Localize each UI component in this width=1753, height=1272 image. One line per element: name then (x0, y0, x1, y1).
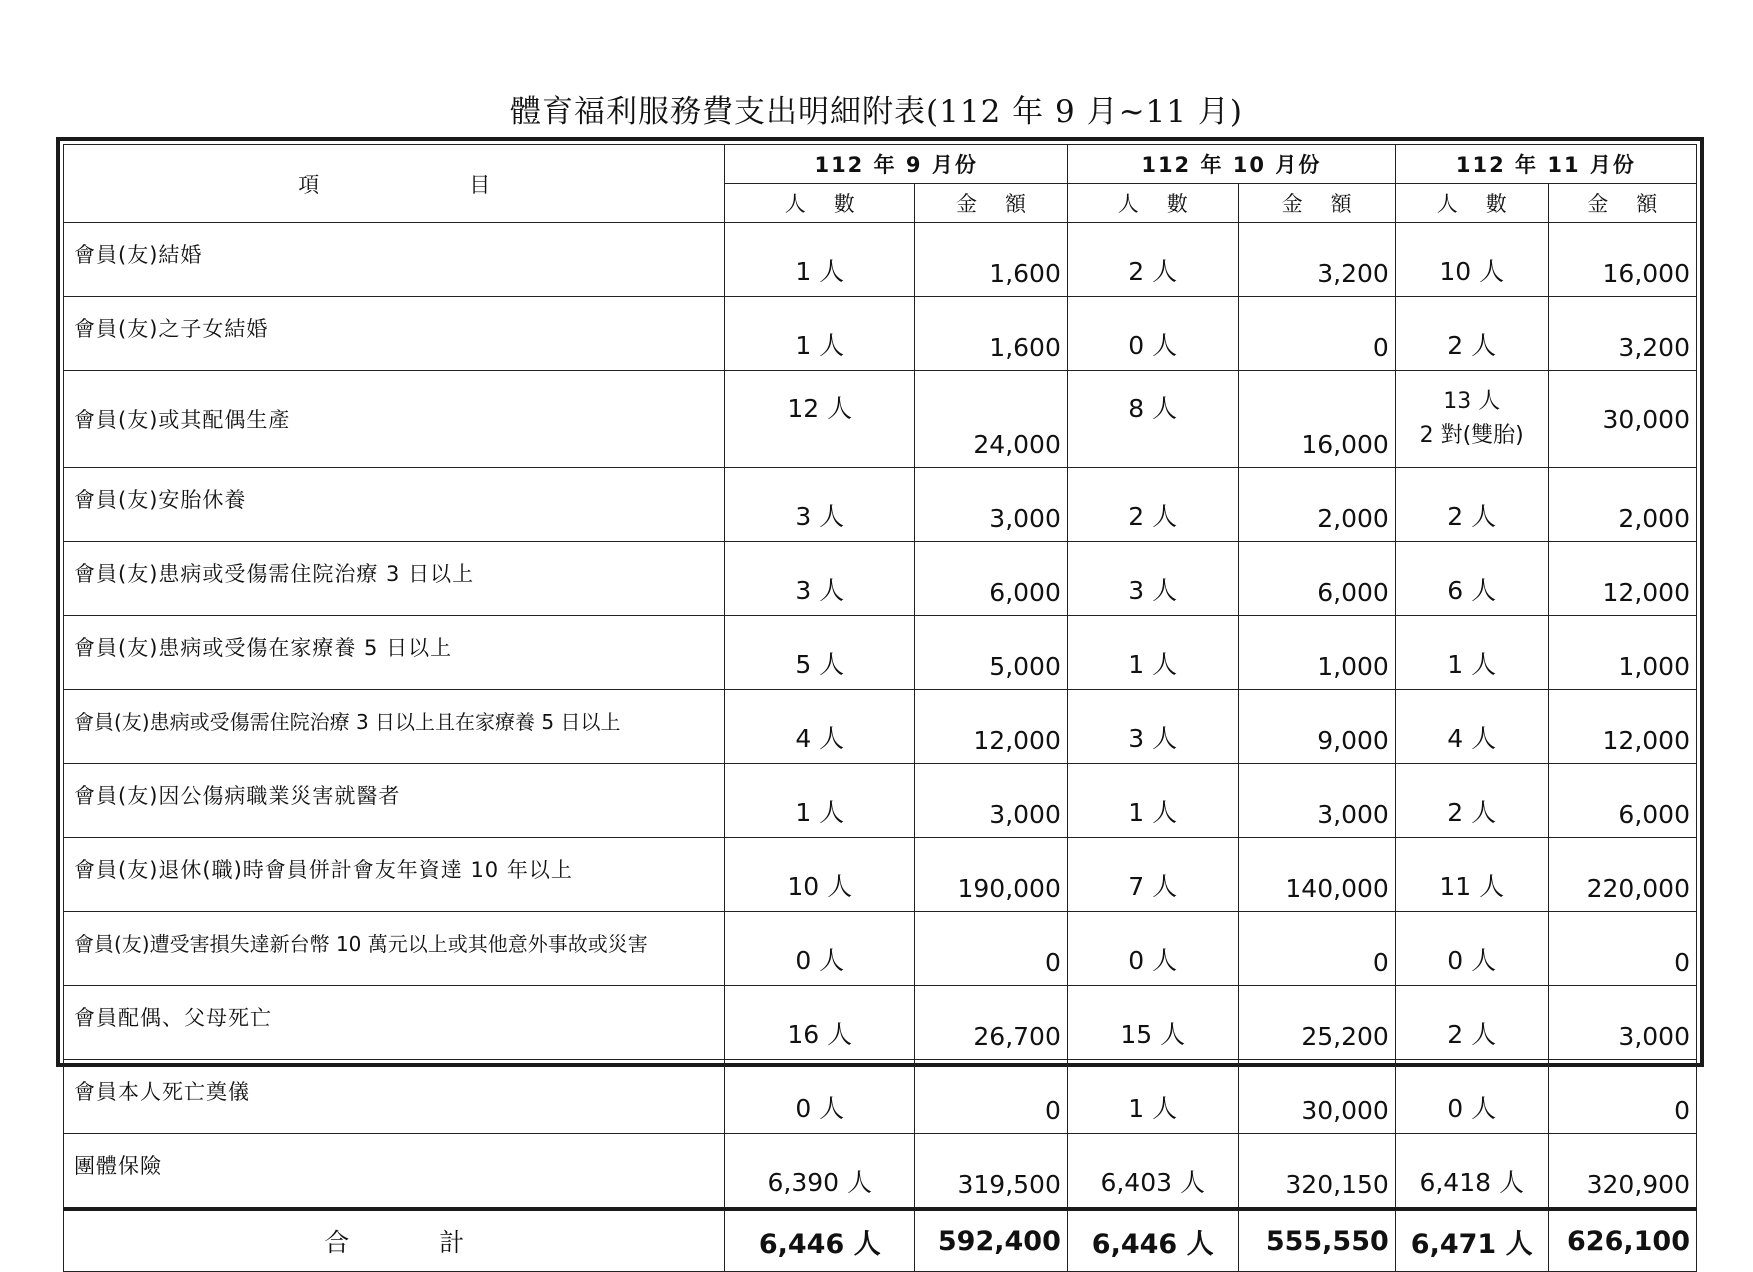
oct-amount-cell: 0 (1238, 297, 1395, 371)
oct-amount-cell: 0 (1238, 912, 1395, 986)
sep-amount-cell: 24,000 (915, 371, 1068, 468)
row-item-label: 會員(友)結婚 (64, 223, 725, 297)
oct-people-cell: 1 人 (1067, 764, 1238, 838)
table-row (64, 1060, 1697, 1134)
nov-amount-cell: 3,000 (1548, 986, 1696, 1060)
month-header-oct: 112 年 10 月份 (1067, 145, 1395, 184)
row-item-label: 會員(友)因公傷病職業災害就醫者 (64, 764, 725, 838)
oct-amount-cell: 16,000 (1238, 371, 1395, 468)
sep-total-amount: 592,400 (915, 1209, 1068, 1272)
sep-people-cell: 5 人 (725, 616, 915, 690)
nov-amount-cell: 30,000 (1548, 371, 1696, 468)
oct-people-cell: 0 人 (1067, 297, 1238, 371)
month-header-nov: 112 年 11 月份 (1395, 145, 1696, 184)
oct-amount-cell: 25,200 (1238, 986, 1395, 1060)
oct-amount-cell: 3,200 (1238, 223, 1395, 297)
oct-people-cell: 8 人 (1067, 371, 1238, 468)
nov-amount-cell: 3,200 (1548, 297, 1696, 371)
table-row (64, 1134, 1697, 1210)
sep-people-cell: 3 人 (725, 542, 915, 616)
nov-people-note: 2 對(雙胎) (1419, 423, 1524, 448)
row-item-label: 會員(友)患病或受傷在家療養 5 日以上 (64, 616, 725, 690)
total-label: 合計 (64, 1209, 725, 1272)
sep-amount-cell: 190,000 (915, 838, 1068, 912)
nov-amount-cell: 2,000 (1548, 468, 1696, 542)
sep-people-cell: 10 人 (725, 838, 915, 912)
row-item-label: 會員(友)退休(職)時會員併計會友年資達 10 年以上 (64, 838, 725, 912)
nov-people-cell: 10 人 (1395, 223, 1548, 297)
nov-people-cell: 2 人 (1395, 986, 1548, 1060)
oct-amount-cell: 9,000 (1238, 690, 1395, 764)
sep-amount-cell: 6,000 (915, 542, 1068, 616)
people-header: 人數 (725, 184, 915, 223)
sep-people-cell: 1 人 (725, 223, 915, 297)
row-item-label: 會員(友)患病或受傷需住院治療 3 日以上 (64, 542, 725, 616)
sep-amount-cell: 3,000 (915, 764, 1068, 838)
nov-total-amount: 626,100 (1548, 1209, 1696, 1272)
table-row (64, 616, 1697, 690)
nov-people-cell: 6 人 (1395, 542, 1548, 616)
oct-people-cell: 6,403 人 (1067, 1134, 1238, 1210)
sep-people-cell: 4 人 (725, 690, 915, 764)
oct-people-cell: 3 人 (1067, 542, 1238, 616)
sep-amount-cell: 12,000 (915, 690, 1068, 764)
sep-people-cell: 1 人 (725, 297, 915, 371)
table-row (64, 912, 1697, 986)
nov-people-cell: 2 人 (1395, 764, 1548, 838)
nov-people-cell: 1 人 (1395, 616, 1548, 690)
page-title: 體育福利服務費支出明細附表(112 年 9 月~11 月) (510, 94, 1243, 130)
item-column-header: 項目 (64, 145, 725, 223)
sep-amount-cell: 5,000 (915, 616, 1068, 690)
row-item-label: 會員本人死亡奠儀 (64, 1060, 725, 1134)
nov-people-cell (1395, 371, 1548, 468)
row-item-label: 會員(友)遭受害損失達新台幣 10 萬元以上或其他意外事故或災害 (64, 912, 725, 986)
nov-amount-cell: 16,000 (1548, 223, 1696, 297)
row-item-label: 會員(友)之子女結婚 (64, 297, 725, 371)
people-header: 人數 (1395, 184, 1548, 223)
sep-people-cell: 0 人 (725, 912, 915, 986)
table-row (64, 764, 1697, 838)
oct-amount-cell: 3,000 (1238, 764, 1395, 838)
table-row (64, 468, 1697, 542)
nov-amount-cell: 0 (1548, 1060, 1696, 1134)
sep-amount-cell: 26,700 (915, 986, 1068, 1060)
nov-people-cell: 4 人 (1395, 690, 1548, 764)
table-row (64, 542, 1697, 616)
oct-people-cell: 1 人 (1067, 616, 1238, 690)
nov-amount-cell: 6,000 (1548, 764, 1696, 838)
sep-people-cell: 1 人 (725, 764, 915, 838)
oct-amount-cell: 1,000 (1238, 616, 1395, 690)
oct-amount-cell: 30,000 (1238, 1060, 1395, 1134)
oct-people-cell: 2 人 (1067, 468, 1238, 542)
oct-amount-cell: 6,000 (1238, 542, 1395, 616)
row-item-label: 團體保險 (64, 1134, 725, 1210)
row-item-label: 會員(友)或其配偶生產 (64, 371, 725, 468)
nov-total-people: 6,471 人 (1395, 1209, 1548, 1272)
nov-amount-cell: 320,900 (1548, 1134, 1696, 1210)
row-item-label: 會員(友)安胎休養 (64, 468, 725, 542)
sep-total-people: 6,446 人 (725, 1209, 915, 1272)
nov-amount-cell: 12,000 (1548, 542, 1696, 616)
sep-amount-cell: 1,600 (915, 223, 1068, 297)
nov-amount-cell: 12,000 (1548, 690, 1696, 764)
oct-total-people: 6,446 人 (1067, 1209, 1238, 1272)
table-row (64, 986, 1697, 1060)
row-item-label: 會員(友)患病或受傷需住院治療 3 日以上且在家療養 5 日以上 (64, 690, 725, 764)
amount-header: 金額 (1238, 184, 1395, 223)
oct-people-cell: 2 人 (1067, 223, 1238, 297)
oct-people-cell: 3 人 (1067, 690, 1238, 764)
oct-people-cell: 15 人 (1067, 986, 1238, 1060)
row-item-label: 會員配偶、父母死亡 (64, 986, 725, 1060)
oct-amount-cell: 2,000 (1238, 468, 1395, 542)
expense-table-frame (56, 137, 1704, 1260)
nov-people-cell: 6,418 人 (1395, 1134, 1548, 1210)
nov-people-cell: 0 人 (1395, 1060, 1548, 1134)
oct-people-cell: 1 人 (1067, 1060, 1238, 1134)
sep-amount-cell: 0 (915, 1060, 1068, 1134)
sep-people-cell: 16 人 (725, 986, 915, 1060)
people-header: 人數 (1067, 184, 1238, 223)
nov-amount-cell: 1,000 (1548, 616, 1696, 690)
sep-amount-cell: 319,500 (915, 1134, 1068, 1210)
sep-people-cell: 6,390 人 (725, 1134, 915, 1210)
oct-amount-cell: 140,000 (1238, 838, 1395, 912)
nov-amount-cell: 0 (1548, 912, 1696, 986)
table-row (64, 371, 1697, 468)
sep-amount-cell: 0 (915, 912, 1068, 986)
nov-people-cell: 2 人 (1395, 468, 1548, 542)
sep-amount-cell: 1,600 (915, 297, 1068, 371)
sep-people-cell: 12 人 (725, 371, 915, 468)
expense-table (63, 144, 1697, 1272)
oct-amount-cell: 320,150 (1238, 1134, 1395, 1210)
nov-amount-cell: 220,000 (1548, 838, 1696, 912)
nov-people-count: 13 人 (1443, 389, 1501, 414)
table-row (64, 223, 1697, 297)
month-header-sep: 112 年 9 月份 (725, 145, 1067, 184)
sep-people-cell: 3 人 (725, 468, 915, 542)
sep-people-cell: 0 人 (725, 1060, 915, 1134)
nov-people-cell: 0 人 (1395, 912, 1548, 986)
amount-header: 金額 (915, 184, 1068, 223)
oct-people-cell: 0 人 (1067, 912, 1238, 986)
oct-total-amount: 555,550 (1238, 1209, 1395, 1272)
table-row (64, 690, 1697, 764)
table-row (64, 838, 1697, 912)
nov-people-cell: 11 人 (1395, 838, 1548, 912)
total-row (64, 1209, 1697, 1272)
oct-people-cell: 7 人 (1067, 838, 1238, 912)
nov-people-cell: 2 人 (1395, 297, 1548, 371)
table-row (64, 297, 1697, 371)
amount-header: 金額 (1548, 184, 1696, 223)
sep-amount-cell: 3,000 (915, 468, 1068, 542)
